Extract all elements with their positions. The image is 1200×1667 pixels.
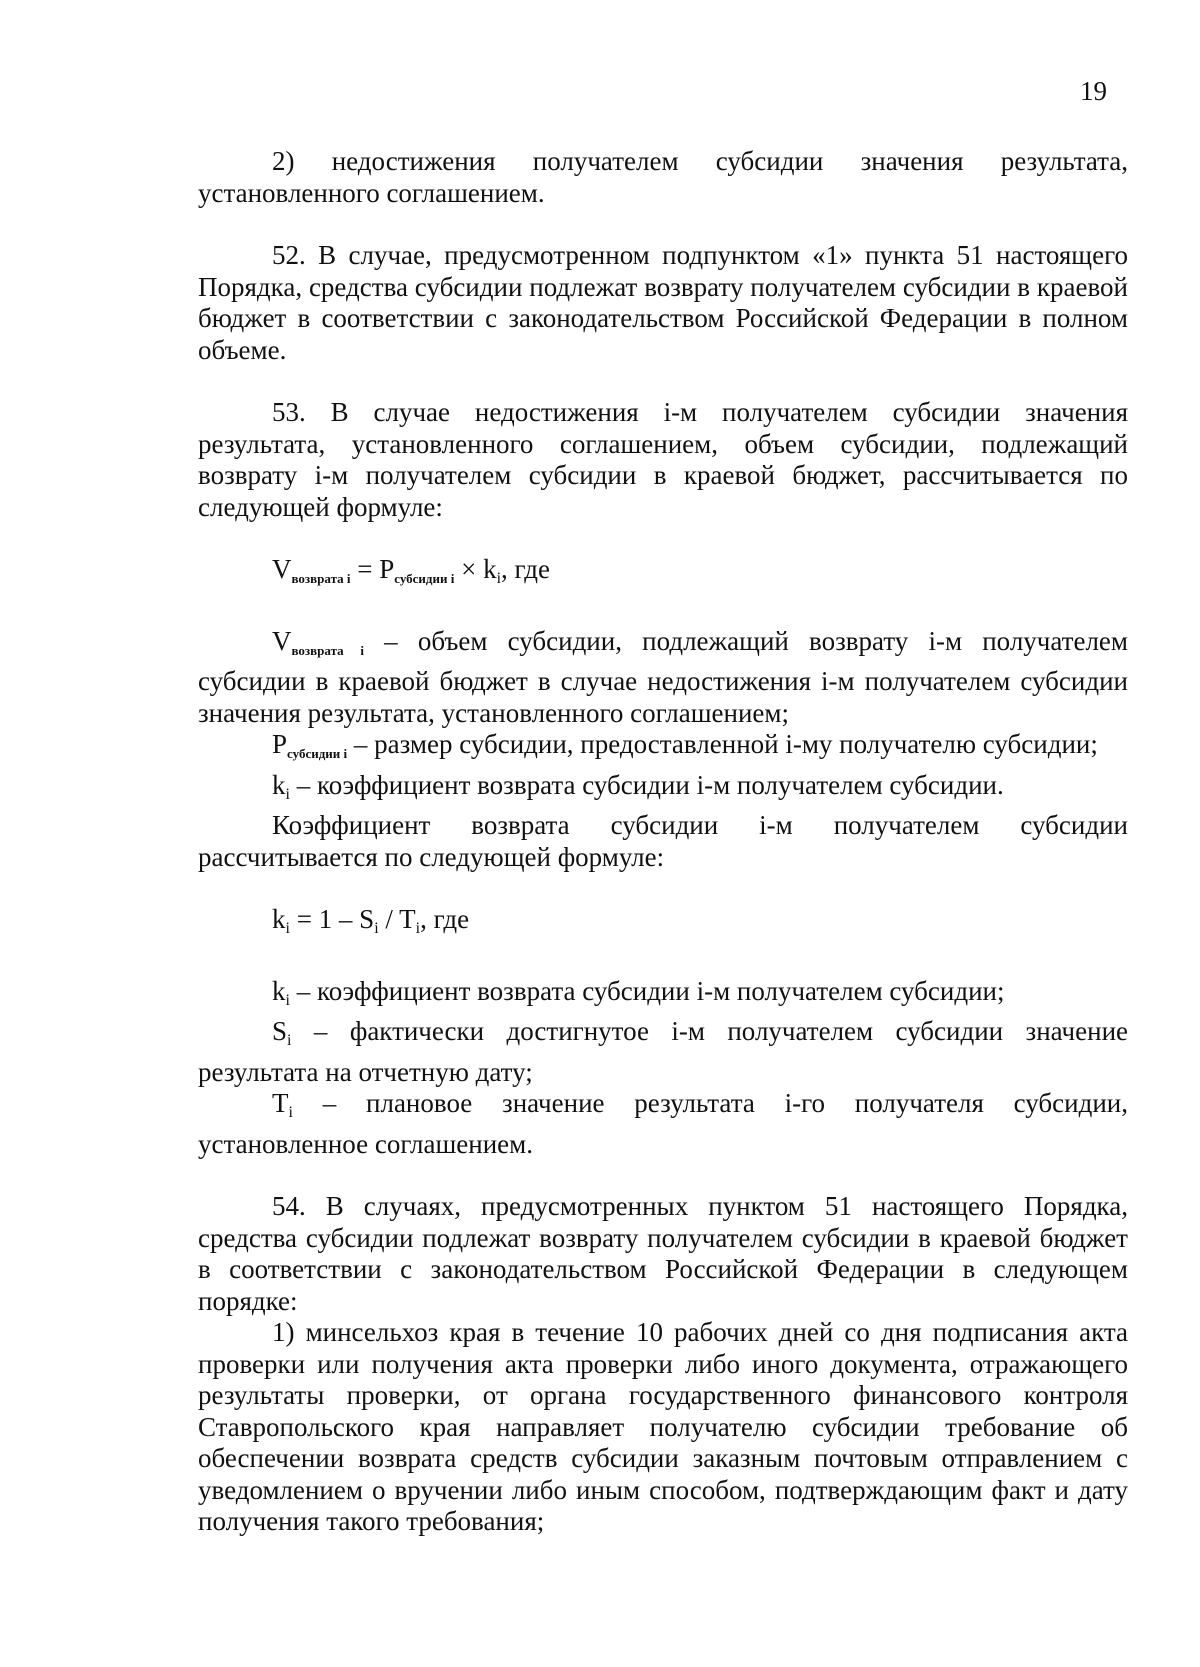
paragraph-52: 52. В случае, предусмотренном подпунктом «1» пункта 51 настоящего Порядка, средства субсидии подлежат возврату получателем субсидии в краевой бюджет в соответствии с законодательством Российской Федерации в полном объеме. [198,240,1128,365]
paragraph-54-item-1: 1) минсельхоз края в течение 10 рабочих дней со дня подписания акта проверки или получения акта проверки либо иного документа, отражающего результаты проверки, от органа государственного финансового контроля Ставропольского края направляет получателю субсидии требование об обеспечении возврата средств субсидии заказным почтовым отправлением с уведомлением о вручении либо иным способом, подтверждающим факт и дату получения такого требования; [198,1317,1128,1536]
paragraph-item-2: 2) недостижения получателем субсидии значения результата, установленного соглашением. [198,146,1128,208]
paragraph-53: 53. В случае недостижения i-м получателем субсидии значения результата, установленного соглашением, объем субсидии, подлежащий возврату i-м получателем субсидии в краевой бюджет, рассчитывается по следующей формуле: [198,397,1128,522]
definition-k-coefficient: ki – коэффициент возврата субсидии i-м получателем субсидии. [272,769,1004,803]
formula-volume-return: $V_{возврата i} = P_{субсидии i}$ × ki, где [272,554,550,587]
definition-t-planned: Ti – плановое значение результата i-го получателя субсидии, установленное соглашением. [198,1088,1128,1159]
paragraph-54: 54. В случаях, предусмотренных пунктом 51 настоящего Порядка, средства субсидии подлежат возврату получателем субсидии в краевой бюджет в соответствии с законодательством Российской Федерации в следующем порядке: [198,1191,1128,1316]
formula-coefficient: ki = 1 – Si / Ti, где [272,904,470,937]
page-number: 19 [1080,76,1107,106]
definition-s-actual: Si – фактически достигнутое i-м получателем субсидии значение результата на отчетную дату; [198,1016,1128,1087]
document-body [198,146,1128,1538]
paragraph-coefficient-intro: Коэффициент возврата субсидии i-м получателем субсидии рассчитывается по следующей формуле: [198,810,1128,872]
definition-p-subsidy: $P_{субсидии i}$ – размер субсидии, предоставленной i-му получателю субсидии; [272,729,1098,761]
definition-v-return: $V_{возврата i}$ – объем субсидии, подлежащий возврату i-м получателем субсидии в краевой бюджет в случае недостижения i-м получателем субсидии значения результата, установленного соглашением; [198,625,1128,728]
definition-k-coefficient-2: ki – коэффициент возврата субсидии i-м получателем субсидии; [272,975,1005,1009]
